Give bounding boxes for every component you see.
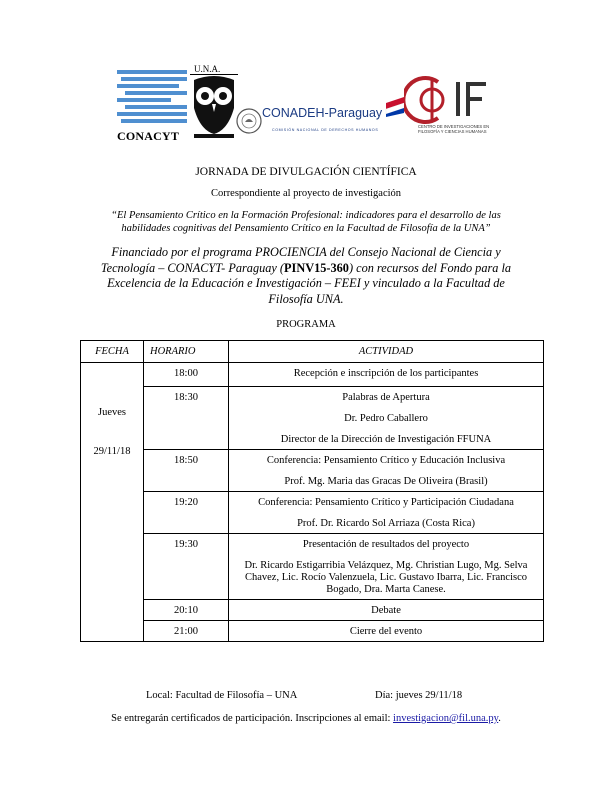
- conadeh-seal: [236, 108, 262, 134]
- row-activity: [229, 363, 544, 387]
- project-title: “El Pensamiento Crítico en la Formación Profesional: indicadores para el desarrollo de las habilidades cognitivas del Pensamiento Crítico en la Facultad de Filosofía de la UNA”: [111, 210, 501, 234]
- table-row: [81, 450, 544, 492]
- table-row: [81, 363, 544, 387]
- owl-icon: [188, 64, 240, 140]
- row-time: 18:50: [144, 450, 229, 492]
- table-row: [81, 621, 544, 642]
- table-row: [81, 387, 544, 450]
- activity-line: Palabras de Apertura: [342, 392, 430, 403]
- flag-emblem: [384, 95, 406, 117]
- table-row: [81, 600, 544, 621]
- conadeh-title: CONADEH-Paraguay: [262, 106, 383, 120]
- table-body: [81, 363, 544, 642]
- certificates-end: .: [498, 713, 501, 724]
- row-activity: [229, 534, 544, 600]
- table-header-row: [81, 341, 544, 363]
- row-activity: [229, 621, 544, 642]
- activity-line: Debate: [371, 605, 401, 616]
- row-time: 19:20: [144, 492, 229, 534]
- date-text: Día: jueves 29/11/18: [375, 690, 463, 701]
- event-title: JORNADA DE DIVULGACIÓN CIENTÍFICA: [195, 166, 417, 178]
- financing-statement: [84, 245, 528, 307]
- row-time: 19:30: [144, 534, 229, 600]
- header-fecha: FECHA: [81, 341, 144, 363]
- cif-logo: [404, 72, 500, 144]
- activity-line: Cierre del evento: [349, 626, 423, 637]
- fecha-date: 29/11/18: [93, 446, 131, 457]
- seal-icon: [236, 108, 262, 134]
- activity-line: Presentación de resultados del proyecto: [302, 539, 470, 550]
- activity-line: Conferencia: Pensamiento Crítico y Educación Inclusiva: [266, 455, 506, 466]
- location-text: Local: Facultad de Filosofía – UNA: [146, 690, 298, 701]
- row-activity: [229, 387, 544, 450]
- activity-line: Director de la Dirección de Investigación FFUNA: [280, 434, 492, 445]
- activity-line: Prof. Dr. Ricardo Sol Arriaza (Costa Rica): [297, 518, 475, 529]
- activity-line: Prof. Mg. Maria das Gracas De Oliveira (Brasil): [284, 476, 488, 487]
- financing-text-after: ) con recursos del Fondo para la Excelencia de la Educación e Investigación – FEEI y vinculado a la Facultad de Filosofía UNA.: [107, 260, 512, 306]
- fecha-day: Jueves: [98, 407, 126, 418]
- table-row: [81, 534, 544, 600]
- cif-caption: CENTRO DE INVESTIGACIONES EN FILOSOFÍA Y CIENCIAS HUMANAS: [418, 124, 490, 134]
- certificates-text: Se entregarán certificados de participación. Inscripciones al email:: [111, 713, 394, 724]
- email-link[interactable]: investigacion@fil.una.py: [393, 713, 499, 724]
- row-activity: [229, 600, 544, 621]
- cif-emblem-icon: [404, 72, 500, 126]
- paraguay-flag-icon: [384, 95, 406, 117]
- certificates-note: [0, 713, 612, 724]
- logo-row: [0, 0, 612, 150]
- header-actividad: ACTIVIDAD: [229, 341, 544, 363]
- fecha-cell: [81, 363, 144, 642]
- conacyt-label: CONACYT: [117, 129, 180, 143]
- project-intro: Correspondiente al proyecto de investigación: [210, 188, 402, 199]
- row-activity: [229, 492, 544, 534]
- table-row: [81, 492, 544, 534]
- row-time: 20:10: [144, 600, 229, 621]
- conadeh-subtitle: COMISIÓN NACIONAL DE DERECHOS HUMANOS: [272, 128, 379, 132]
- programa-heading: PROGRAMA: [276, 319, 336, 330]
- row-time: 18:30: [144, 387, 229, 450]
- financing-code: PINV15-360: [284, 260, 349, 275]
- program-table: [80, 340, 544, 642]
- activity-line: Conferencia: Pensamiento Crítico y Participación Ciudadana: [258, 497, 514, 508]
- row-time: 21:00: [144, 621, 229, 642]
- activity-line: Dr. Pedro Caballero: [344, 413, 428, 424]
- header-horario: HORARIO: [144, 341, 229, 363]
- una-logo: [188, 64, 240, 140]
- activity-line: Dr. Ricardo Estigarribia Velázquez, Mg. Christian Lugo, Mg. Selva Chavez, Lic. Rocío Valenzuela, Lic. Gustavo Ibarra, Lic. Francisco Bogado, Dra. Marta Canese.: [244, 560, 528, 595]
- una-label: U.N.A.: [194, 64, 221, 74]
- row-activity: [229, 450, 544, 492]
- row-time: 18:00: [144, 363, 229, 387]
- financing-text-before: Financiado por el programa PROCIENCIA del Consejo Nacional de Ciencia y Tecnología – CONACYT- Paraguay (: [100, 245, 501, 275]
- activity-line: Recepción e inscripción de los participantes: [293, 368, 479, 379]
